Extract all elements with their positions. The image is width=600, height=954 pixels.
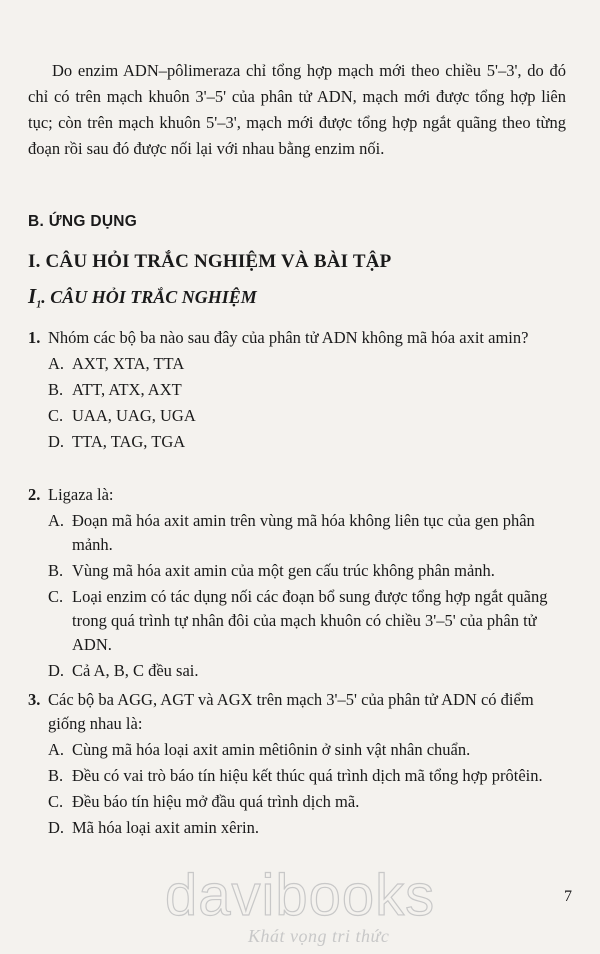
watermark-tagline: Khát vọng tri thức <box>248 926 390 946</box>
option-letter: C. <box>48 406 64 425</box>
option-text: AXT, XTA, TTA <box>72 354 185 373</box>
question-text: Nhóm các bộ ba nào sau đây của phân tử ADN không mã hóa axit amin? <box>48 328 529 347</box>
subsection-roman: I <box>28 284 37 308</box>
option-letter: A. <box>48 511 65 530</box>
option-text: Đoạn mã hóa axit amin trên vùng mã hóa không liên tục của gen phân mảnh. <box>72 511 535 554</box>
answer-option-c <box>28 585 566 657</box>
answer-option-a <box>28 352 566 376</box>
answer-option-b <box>28 764 566 788</box>
option-letter: D. <box>48 661 65 680</box>
question-3 <box>28 688 566 840</box>
subsection-subscript: 1 <box>36 299 42 311</box>
question-number: 3. <box>28 690 41 709</box>
question-number: 2. <box>28 485 41 504</box>
option-letter: D. <box>48 432 65 451</box>
option-text: Đều có vai trò báo tín hiệu kết thúc quá trình dịch mã tổng hợp prôtêin. <box>72 766 543 785</box>
option-letter: B. <box>48 561 64 580</box>
section-heading-questions-exercises: I. CÂU HỎI TRẮC NGHIỆM VÀ BÀI TẬP <box>28 251 392 272</box>
question-number: 1. <box>28 328 41 347</box>
answer-option-c <box>28 790 566 814</box>
watermark-brand: davibooks <box>165 863 436 928</box>
option-text: ATT, ATX, AXT <box>72 380 182 399</box>
answer-option-b <box>28 559 566 583</box>
option-letter: A. <box>48 740 65 759</box>
question-text: Ligaza là: <box>48 485 114 504</box>
question-stem <box>28 483 566 507</box>
question-1 <box>28 326 566 454</box>
question-stem <box>28 326 566 350</box>
option-letter: A. <box>48 354 65 373</box>
subsection-heading-multiple-choice <box>28 284 257 311</box>
answer-option-d <box>28 659 566 683</box>
option-letter: C. <box>48 587 64 606</box>
question-text: Các bộ ba AGG, AGT và AGX trên mạch 3'–5' của phân tử ADN có điểm giống nhau là: <box>48 690 534 733</box>
answer-option-c <box>28 404 566 428</box>
question-stem <box>28 688 566 736</box>
option-letter: B. <box>48 380 64 399</box>
option-text: Vùng mã hóa axit amin của một gen cấu trúc không phân mảnh. <box>72 561 495 580</box>
section-heading-applications: B. ỨNG DỤNG <box>28 213 138 230</box>
option-letter: C. <box>48 792 64 811</box>
option-letter: D. <box>48 818 65 837</box>
option-letter: B. <box>48 766 64 785</box>
option-text: Loại enzim có tác dụng nối các đoạn bổ sung được tổng hợp ngắt quãng trong quá trình tự nhân đôi của mạch khuôn có chiều 3'–5' của phân tử ADN. <box>72 587 548 654</box>
option-text: TTA, TAG, TGA <box>72 432 186 451</box>
page-number: 7 <box>564 888 572 905</box>
subsection-title: . CÂU HỎI TRẮC NGHIỆM <box>41 287 257 307</box>
option-text: UAA, UAG, UGA <box>72 406 196 425</box>
option-text: Đều báo tín hiệu mở đầu quá trình dịch mã. <box>72 792 360 811</box>
answer-option-a <box>28 509 566 557</box>
answer-option-b <box>28 378 566 402</box>
answer-option-a <box>28 738 566 762</box>
option-text: Cả A, B, C đều sai. <box>72 661 199 680</box>
answer-option-d <box>28 816 566 840</box>
option-text: Mã hóa loại axit amin xêrin. <box>72 818 259 837</box>
answer-option-d <box>28 430 566 454</box>
option-text: Cùng mã hóa loại axit amin mêtiônin ở sinh vật nhân chuẩn. <box>72 740 471 759</box>
intro-paragraph: Do enzim ADN–pôlimeraza chỉ tổng hợp mạch mới theo chiều 5'–3', do đó chỉ có trên mạch khuôn 3'–5' của phân tử ADN, mạch mới được tổng hợp liên tục; còn trên mạch khuôn 5'–3', mạch mới được tổng hợp ngắt quãng theo từng đoạn rồi sau đó được nối lại với nhau bằng enzim nối. <box>28 61 566 158</box>
question-2 <box>28 483 566 683</box>
